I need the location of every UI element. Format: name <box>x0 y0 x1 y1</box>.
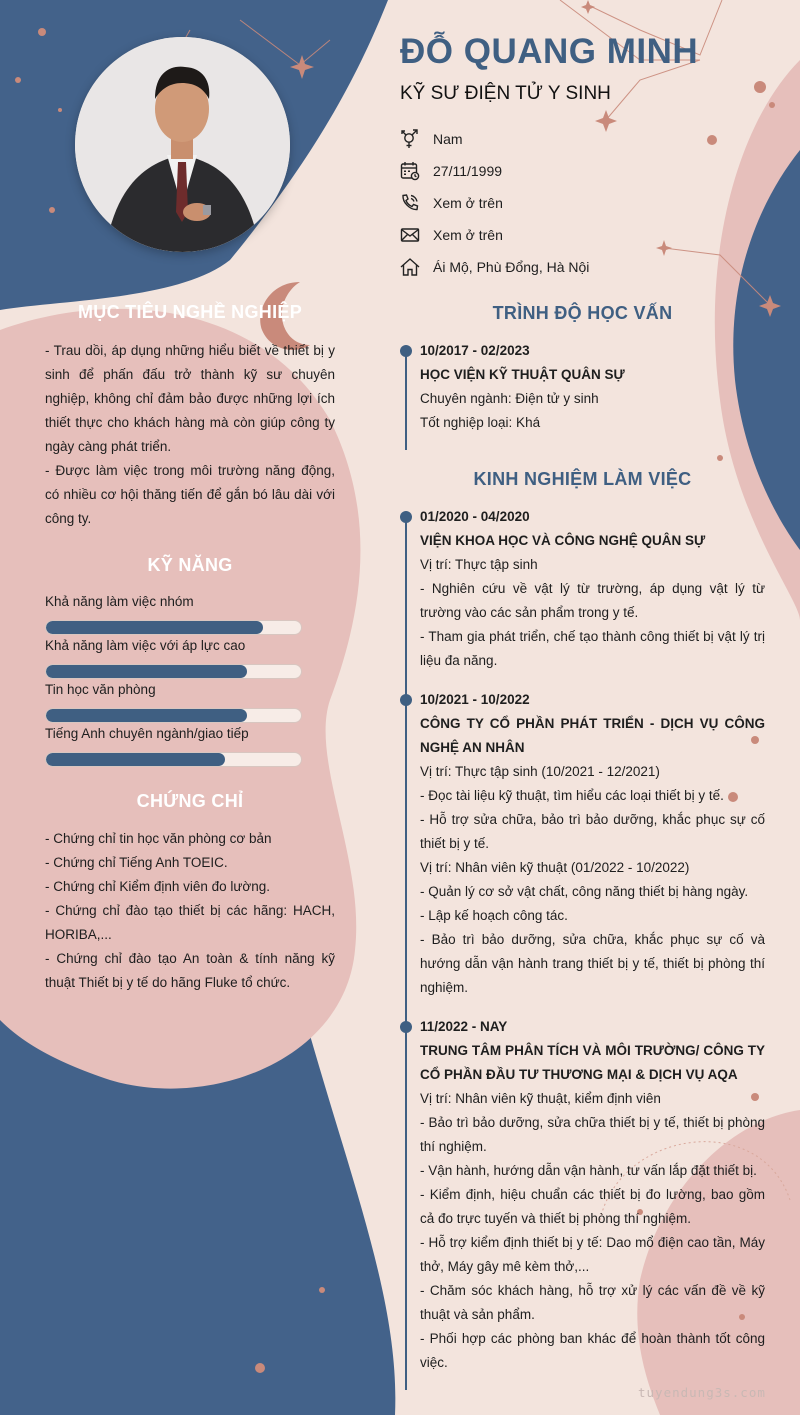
certificate-item: - Chứng chỉ đào tạo An toàn & tính năng kỹ thuật Thiết bị y tế do hãng Fluke tổ chức. <box>45 951 335 990</box>
entry-line: Vị trí: Nhân viên kỹ thuật (01/2022 - 10/2022) <box>420 860 690 875</box>
experience-entry <box>420 505 765 673</box>
home-icon <box>400 257 420 277</box>
certificate-item: - Chứng chỉ Kiểm định viên đo lường. <box>45 879 271 894</box>
entry-line: - Bảo trì bảo dưỡng, sửa chữa, khắc phục sự cố và hướng dẫn vận hành trang thiết bị y tế, thiết bị phòng thí nghiệm. <box>420 932 765 995</box>
timeline-dot <box>400 1021 412 1033</box>
certificate-item: - Chứng chỉ tin học văn phòng cơ bản <box>45 831 272 846</box>
avatar <box>75 37 290 252</box>
skills-heading: KỸ NĂNG <box>147 555 233 575</box>
skill-label: Khả năng làm việc với áp lực cao <box>45 638 246 653</box>
skill-bar <box>45 752 302 767</box>
entry-line: - Quản lý cơ sở vật chất, công năng thiết bị hàng ngày. <box>420 884 749 899</box>
experience-entry <box>420 688 765 1000</box>
entry-line: Chuyên ngành: Điện tử y sinh <box>420 391 599 406</box>
skill-bar-fill <box>46 665 247 678</box>
timeline-dot <box>400 345 412 357</box>
contact-email <box>400 224 503 246</box>
education-timeline <box>405 350 407 450</box>
entry-line: - Lập kế hoạch công tác. <box>420 908 568 923</box>
contact-text: Nam <box>433 131 463 147</box>
entry-line: - Kiểm định, hiệu chuẩn các thiết bị đo lường, bao gồm cả đo trực tuyến và thiết bị phòng thí nghiệm. <box>420 1187 765 1226</box>
contact-gender <box>400 128 463 150</box>
contact-text: Ái Mộ, Phù Đổng, Hà Nội <box>433 259 590 275</box>
skill-label: Khả năng làm việc nhóm <box>45 594 194 609</box>
email-icon <box>400 225 420 245</box>
entry-date: 11/2022 - NAY <box>420 1019 508 1034</box>
phone-icon <box>400 193 420 213</box>
objective-heading: MỤC TIÊU NGHỀ NGHIỆP <box>77 302 302 322</box>
contact-birthday <box>400 160 502 182</box>
entry-organization: TRUNG TÂM PHÂN TÍCH VÀ MÔI TRƯỜNG/ CÔNG TY CỔ PHẦN ĐẦU TƯ THƯƠNG MẠI & DỊCH VỤ AQA <box>420 1043 765 1082</box>
timeline-dot <box>400 511 412 523</box>
entry-line: - Chăm sóc khách hàng, hỗ trợ xử lý các vấn đề về kỹ thuật và sản phẩm. <box>420 1283 765 1322</box>
gender-icon <box>400 129 420 149</box>
calendar-icon <box>400 161 420 181</box>
entry-date: 10/2017 - 02/2023 <box>420 343 530 358</box>
entry-line: - Hỗ trợ sửa chữa, bảo trì bảo dưỡng, khắc phục sự cố thiết bị y tế. <box>420 812 765 851</box>
skill-bar <box>45 708 302 723</box>
objective-paragraph-1: - Trau dồi, áp dụng những hiểu biết về thiết bị y sinh để phấn đấu trở thành kỹ sư chuyên nghiệp, không chỉ đảm bảo được những lợi ích thiết thực cho khách hàng mà còn giúp công ty ngày càng phát triển. <box>45 343 335 454</box>
contact-text: 27/11/1999 <box>433 163 503 179</box>
watermark: tuyendung3s.com <box>638 1385 766 1400</box>
skill-bar-fill <box>46 709 247 722</box>
experience-timeline <box>405 515 407 1390</box>
entry-line: Vị trí: Thực tập sinh (10/2021 - 12/2021) <box>420 764 660 779</box>
entry-line: - Nghiên cứu về vật lý từ trường, áp dụng vật lý từ trường vào các sản phẩm trong y tế. <box>420 581 765 620</box>
contact-text: Xem ở trên <box>433 227 503 243</box>
skill-bar-fill <box>46 621 263 634</box>
skill-label: Tin học văn phòng <box>45 682 156 697</box>
entry-date: 10/2021 - 10/2022 <box>420 692 530 707</box>
skill-bar <box>45 620 302 635</box>
entry-line: - Bảo trì bảo dưỡng, sửa chữa thiết bị y tế, thiết bị phòng thí nghiệm. <box>420 1115 765 1154</box>
objective-paragraph-2: - Được làm việc trong môi trường năng động, có nhiều cơ hội thăng tiến để gắn bó lâu dài với công ty. <box>45 463 335 526</box>
certificate-item: - Chứng chỉ Tiếng Anh TOEIC. <box>45 855 228 870</box>
contact-phone <box>400 192 503 214</box>
entry-line: Tốt nghiệp loại: Khá <box>420 415 541 430</box>
education-entry <box>420 339 765 435</box>
contact-address <box>400 256 589 278</box>
skill-label: Tiếng Anh chuyên ngành/giao tiếp <box>45 726 249 741</box>
entry-line: - Phối hợp các phòng ban khác để hoàn thành tốt công việc. <box>420 1331 765 1370</box>
entry-line: - Vận hành, hướng dẫn vận hành, tư vấn lắp đặt thiết bị. <box>420 1163 757 1178</box>
entry-line: Vị trí: Nhân viên kỹ thuật, kiểm định viên <box>420 1091 661 1106</box>
entry-line: - Hỗ trợ kiểm định thiết bị y tế: Dao mổ điện cao tần, Máy thở, Máy gây mê kèm thở,... <box>420 1235 765 1274</box>
candidate-title: KỸ SƯ ĐIỆN TỬ Y SINH <box>400 83 611 104</box>
experience-heading: KINH NGHIỆM LÀM VIỆC <box>473 469 692 489</box>
skill-bar <box>45 664 302 679</box>
skill-bar-fill <box>46 753 225 766</box>
entry-line: - Tham gia phát triển, chế tạo thành công thiết bị vật lý trị liệu đa năng. <box>420 629 765 668</box>
entry-organization: VIỆN KHOA HỌC VÀ CÔNG NGHỆ QUÂN SỰ <box>420 533 706 548</box>
certificate-item: - Chứng chỉ đào tạo thiết bị các hãng: HACH, HORIBA,... <box>45 903 335 942</box>
experience-entry <box>420 1015 765 1375</box>
entry-date: 01/2020 - 04/2020 <box>420 509 530 524</box>
entry-organization: HỌC VIỆN KỸ THUẬT QUÂN SỰ <box>420 367 625 382</box>
certificates-heading: CHỨNG CHỈ <box>136 791 244 811</box>
education-heading: TRÌNH ĐỘ HỌC VẤN <box>492 303 673 323</box>
entry-line: - Đọc tài liệu kỹ thuật, tìm hiểu các loại thiết bị y tế. <box>420 788 724 803</box>
entry-organization: CÔNG TY CỔ PHẦN PHÁT TRIỂN - DỊCH VỤ CÔNG NGHỆ AN NHÂN <box>420 716 765 755</box>
contact-text: Xem ở trên <box>433 195 503 211</box>
timeline-dot <box>400 694 412 706</box>
candidate-name: ĐỖ QUANG MINH <box>400 32 699 71</box>
entry-line: Vị trí: Thực tập sinh <box>420 557 538 572</box>
certificates-list <box>45 827 335 995</box>
